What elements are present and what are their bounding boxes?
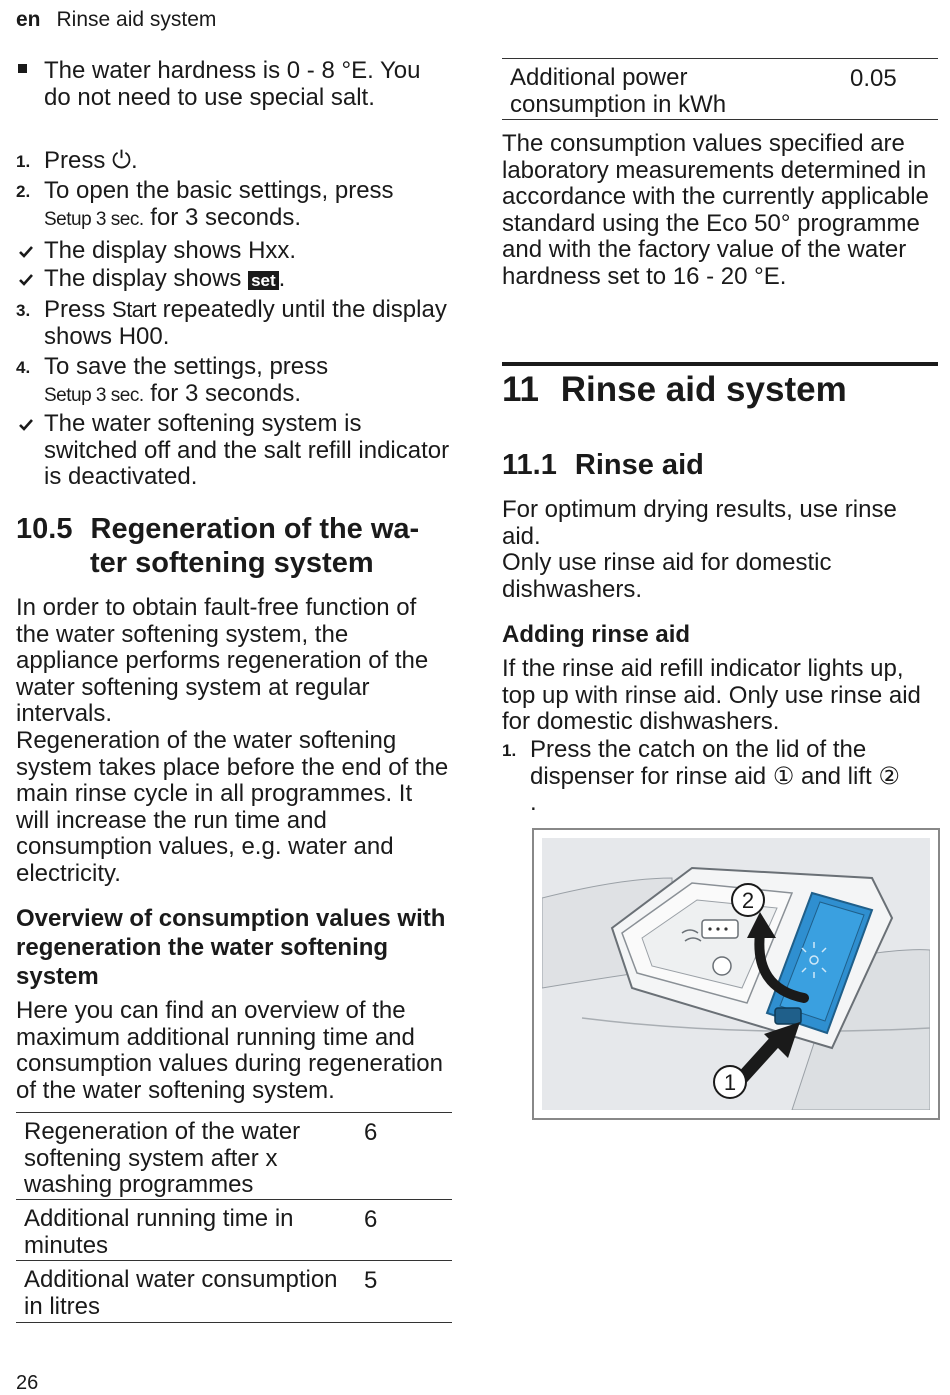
paragraph: The consumption values specified are laboratory measurements determined in accordance with the currently applicable standard using the Eco 50° programme and with the factory value of the water hardness set to 16 - 20 °E. [502,130,929,290]
power-icon: ⏻ [112,147,131,174]
section-title-line1: Regeneration of the wa- [90,513,420,545]
step-4 [16,354,452,409]
step-text-end: for 3 seconds. [143,379,302,407]
table-cell-value: 5 [364,1267,378,1294]
step-number: 2. [16,182,31,201]
table-cell-label: Additional water consumption in litres [24,1266,338,1320]
setup-key-label: Setup 3 sec. [44,384,144,406]
paragraph: Only use rinse aid for domestic dishwashers. [502,549,832,603]
step-3 [16,297,452,350]
step-text-end: . [131,147,138,174]
page-header [16,8,216,32]
result-3 [16,411,452,491]
chapter-title: Rinse aid system [560,370,847,409]
paragraph: Regeneration of the water softening system takes place before the end of the main rinse cycle in all programmes. It will increase the run time and consumption values, e.g. water and electricity. [16,727,449,887]
paragraph: In order to obtain fault-free function of the water softening system, the appliance performs regeneration of the water softening system at regular intervals. [16,594,429,727]
paragraph: For optimum drying results, use rinse aid. [502,496,897,550]
page-number: 26 [16,1372,39,1394]
result-text: The water softening system is switched off and the salt refill indicator is deactivated. [44,410,450,490]
section-number: 10.5 [16,513,73,545]
table-row [16,1200,452,1261]
step-number: 1. [16,152,31,171]
set-display-badge: set [248,271,279,290]
section-heading-10-5 [16,512,452,580]
table-row [16,1261,452,1323]
step-2 [16,178,452,233]
square-bullet-icon [18,64,27,73]
header-title: Rinse aid system [56,8,217,31]
start-key-label: Start [112,297,156,322]
step-1 [502,737,938,817]
step-text-end: repeatedly until the display shows H00. [44,296,447,350]
power-table [502,58,938,120]
step-text: Press [44,147,113,174]
result-1 [16,238,452,265]
result-text-end: . [278,265,286,292]
table-cell-label: Regeneration of the water softening system after x washing programmes [24,1118,301,1198]
step-number: 3. [16,301,31,320]
step-text: Press [44,296,113,323]
result-text: The display shows [44,265,249,292]
step-number: 4. [16,358,31,377]
table-cell-value: 6 [364,1206,378,1233]
subheading-adding-rinse-aid: Adding rinse aid [502,621,691,648]
subheading-overview: Overview of consumption values with regeneration the water softening system [16,905,446,990]
section-number: 11.1 [502,449,557,481]
check-icon [18,244,34,260]
table-cell-value: 0.05 [850,65,897,92]
callout-label-2: 2 [741,888,755,913]
table-cell-label: Additional running time in minutes [24,1205,294,1259]
step-number: 1. [502,741,517,760]
step-text: To save the settings, press [44,353,329,380]
step-text: Press the catch on the lid of the dispenser for rinse aid ① and lift ② [530,736,900,790]
section-heading-11-1 [502,448,704,482]
step-text-end: . [530,789,537,816]
table-row [502,59,938,120]
table-row [16,1113,452,1200]
paragraph: If the rinse aid refill indicator lights up, top up with rinse aid. Only use rinse aid for domestic dishwashers. [502,655,921,735]
chapter-number: 11 [502,370,539,409]
language-code: en [16,8,41,31]
result-text: The display shows Hxx. [44,237,297,264]
paragraph: Here you can find an overview of the maximum additional running time and consumption values during regeneration of the water softening system. [16,997,443,1104]
section-title: Rinse aid [574,449,704,481]
step-1 [16,148,452,175]
step-text: To open the basic settings, press [44,177,394,204]
consumption-table [16,1112,452,1323]
check-icon [18,417,34,433]
bullet-text: The water hardness is 0 - 8 °E. You do not need to use special salt. [44,57,421,111]
table-cell-value: 6 [364,1119,378,1146]
table-cell-label: Additional power consumption in kWh [510,64,727,118]
dispenser-drawing [542,838,930,1110]
chapter-heading-11 [502,370,847,410]
check-icon [18,272,34,288]
rinse-aid-dispenser-illustration [532,828,940,1120]
section-rule [502,362,938,366]
setup-key-label: Setup 3 sec. [44,208,144,230]
section-title-line2: ter softening system [90,547,374,579]
step-text-end: for 3 seconds. [143,203,302,231]
result-2 [16,266,452,295]
list-item [16,58,452,111]
callout-label-1: 1 [723,1070,737,1095]
